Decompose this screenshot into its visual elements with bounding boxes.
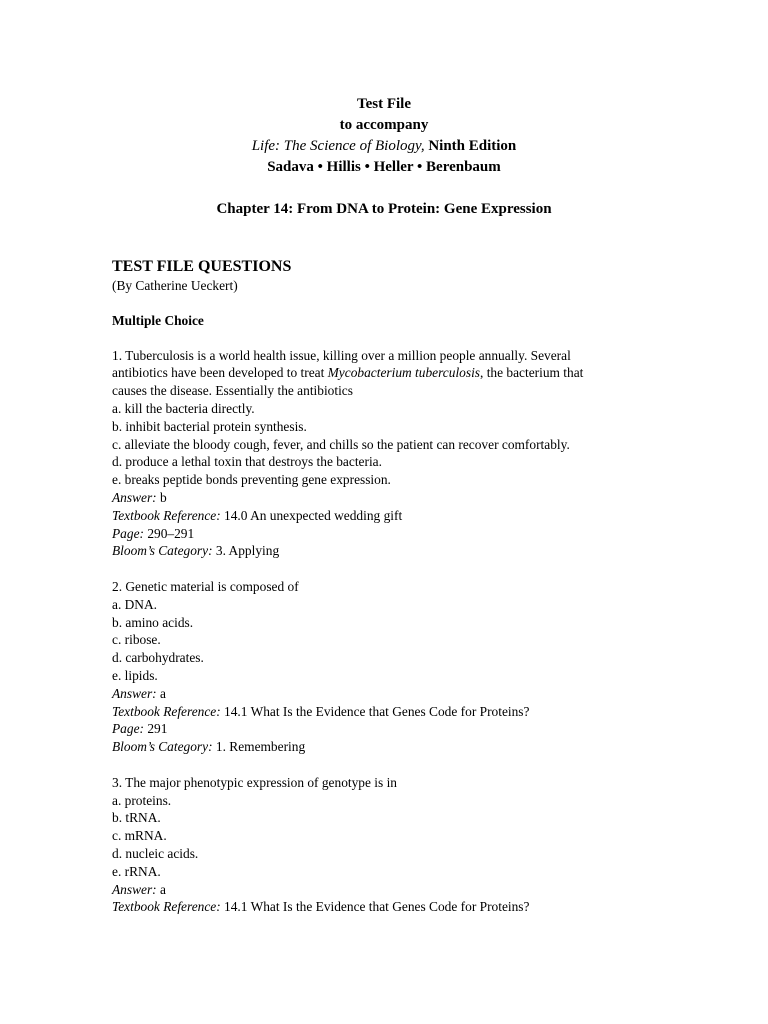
answer-row — [112, 881, 712, 899]
document-title: Test File — [356, 96, 412, 112]
blooms-value: 3. Applying — [212, 543, 280, 559]
stem-line-2-post: , the bacterium that — [480, 365, 584, 381]
page-label: Page: — [112, 721, 144, 737]
answer-label: Answer: — [112, 881, 157, 897]
option-b: b. tRNA. — [112, 810, 161, 826]
reference-row — [112, 898, 712, 916]
byline: (By Catherine Ueckert) — [112, 278, 238, 293]
blooms-row — [112, 542, 712, 560]
option-d: d. produce a lethal toxin that destroys the bacteria. — [112, 454, 382, 470]
chapter-title: Chapter 14: From DNA to Protein: Gene Expression — [216, 201, 552, 217]
reference-value: 14.1 What Is the Evidence that Genes Code for Proteins? — [220, 703, 530, 719]
blooms-label: Bloom’s Category: — [112, 543, 213, 559]
option-c: c. mRNA. — [112, 828, 167, 844]
reference-label: Textbook Reference: — [112, 507, 221, 523]
option-c: c. alleviate the bloody cough, fever, and chills so the patient can recover comfortably. — [112, 436, 570, 452]
answer-value: b — [156, 489, 167, 505]
option-b: b. amino acids. — [112, 614, 194, 630]
option-a: a. proteins. — [112, 792, 172, 808]
section-heading: TEST FILE QUESTIONS — [112, 258, 292, 275]
option-e: e. breaks peptide bonds preventing gene expression. — [112, 472, 391, 488]
reference-row — [112, 507, 712, 525]
blooms-value: 1. Remembering — [212, 739, 306, 755]
reference-label: Textbook Reference: — [112, 703, 221, 719]
option-a: a. DNA. — [112, 596, 157, 612]
question-stem — [112, 347, 712, 400]
reference-row — [112, 703, 712, 721]
stem-line-2-pre: antibiotics have been developed to treat — [112, 365, 328, 381]
question-stem: 2. Genetic material is composed of — [112, 578, 299, 594]
answer-label: Answer: — [112, 489, 157, 505]
page-label: Page: — [112, 525, 144, 541]
book-title-line — [0, 136, 768, 157]
book-title: Life: The Science of Biology, — [251, 138, 425, 154]
authors: Sadava • Hillis • Heller • Berenbaum — [267, 159, 501, 175]
answer-row — [112, 489, 712, 507]
option-b: b. inhibit bacterial protein synthesis. — [112, 418, 307, 434]
book-edition: Ninth Edition — [424, 138, 517, 154]
answer-value: a — [156, 881, 166, 897]
reference-label: Textbook Reference: — [112, 899, 221, 915]
title-block — [0, 94, 768, 178]
blooms-row — [112, 738, 712, 756]
option-a: a. kill the bacteria directly. — [112, 400, 255, 416]
content — [112, 257, 712, 934]
document-subtitle: to accompany — [339, 117, 429, 133]
page-row — [112, 720, 712, 738]
page-row — [112, 525, 712, 543]
question-2 — [112, 578, 712, 756]
option-d: d. carbohydrates. — [112, 650, 204, 666]
answer-value: a — [156, 685, 166, 701]
page-value: 290–291 — [143, 525, 195, 541]
question-stem: 3. The major phenotypic expression of genotype is in — [112, 774, 397, 790]
stem-line-1: 1. Tuberculosis is a world health issue, killing over a million people annually. Several — [112, 347, 571, 363]
page-value: 291 — [143, 721, 168, 737]
blooms-label: Bloom’s Category: — [112, 739, 213, 755]
answer-label: Answer: — [112, 685, 157, 701]
option-d: d. nucleic acids. — [112, 845, 199, 861]
stem-line-2-italic: Mycobacterium tuberculosis — [327, 365, 481, 381]
stem-line-2 — [112, 364, 712, 382]
reference-value: 14.0 An unexpected wedding gift — [220, 507, 403, 523]
subheading: Multiple Choice — [112, 312, 204, 328]
question-3 — [112, 774, 712, 916]
option-e: e. lipids. — [112, 667, 158, 683]
answer-row — [112, 685, 712, 703]
stem-line-3: causes the disease. Essentially the antibiotics — [112, 383, 353, 399]
option-c: c. ribose. — [112, 632, 161, 648]
question-1 — [112, 347, 712, 561]
option-e: e. rRNA. — [112, 863, 161, 879]
reference-value: 14.1 What Is the Evidence that Genes Code for Proteins? — [220, 899, 530, 915]
